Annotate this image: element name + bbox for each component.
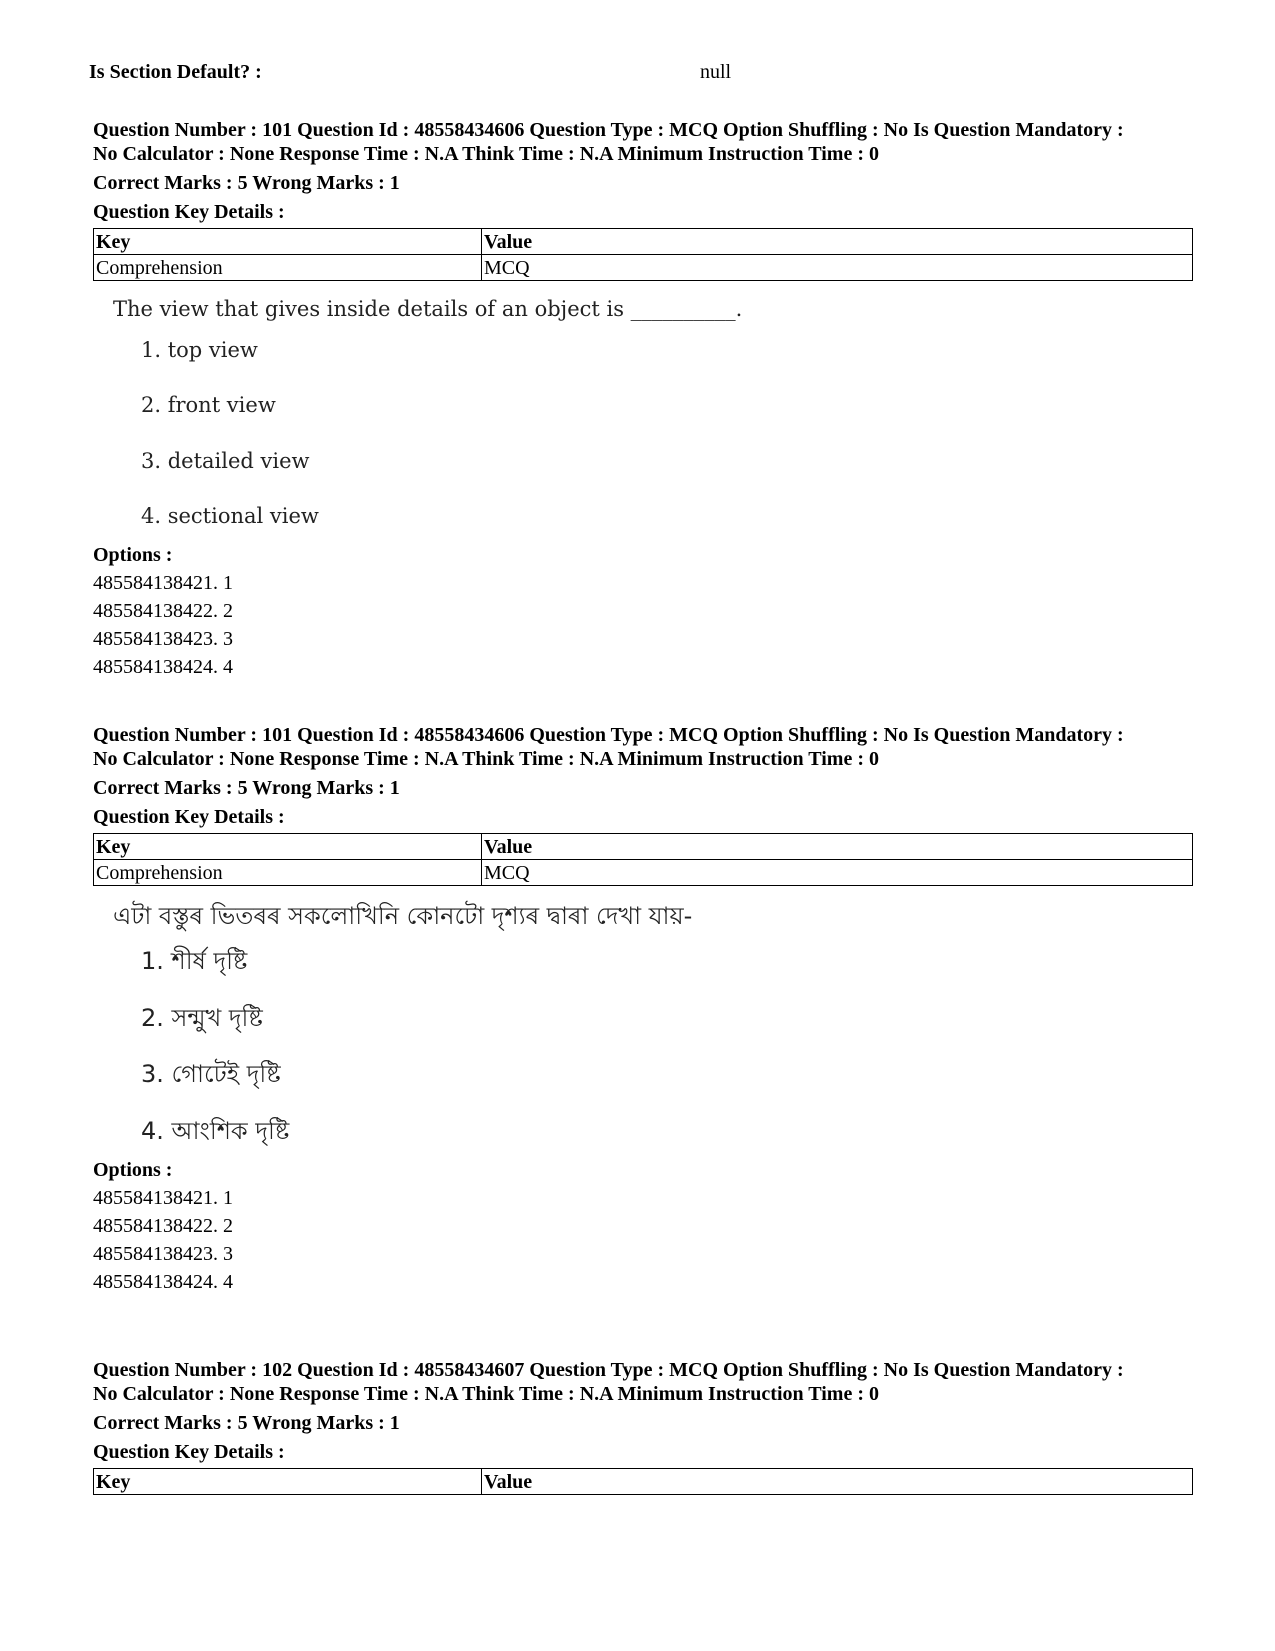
question-block bbox=[93, 1358, 1193, 1495]
question-header-line: Question Number : 101 Question Id : 48558434606 Question Type : MCQ Option Shuffling : No Is Question Mandatory : bbox=[93, 119, 1124, 141]
key-details-label: Question Key Details : bbox=[93, 201, 285, 223]
table-header-key: Key bbox=[94, 1469, 482, 1495]
question-header-line: Question Number : 102 Question Id : 48558434607 Question Type : MCQ Option Shuffling : No Is Question Mandatory : bbox=[93, 1359, 1124, 1381]
marks-line: Correct Marks : 5 Wrong Marks : 1 bbox=[93, 172, 400, 194]
choice-item: 3. গোটেই দৃষ্টি bbox=[141, 1060, 281, 1089]
table-header-key: Key bbox=[94, 834, 482, 860]
choice-list bbox=[141, 947, 1193, 1146]
table-header-row bbox=[94, 1469, 1193, 1495]
key-details-label: Question Key Details : bbox=[93, 1441, 285, 1463]
question-image bbox=[113, 297, 1193, 529]
key-details-table bbox=[93, 228, 1193, 281]
section-default-label: Is Section Default? : bbox=[89, 61, 262, 83]
table-cell-key: Comprehension bbox=[94, 860, 482, 886]
table-row bbox=[94, 860, 1193, 886]
marks-line: Correct Marks : 5 Wrong Marks : 1 bbox=[93, 1412, 400, 1434]
table-header-row bbox=[94, 229, 1193, 255]
key-details-label: Question Key Details : bbox=[93, 806, 285, 828]
option-line: 485584138422. 2 bbox=[93, 599, 233, 622]
choice-item: 1. শীৰ্ষ দৃষ্টি bbox=[141, 946, 248, 975]
choice-item: 1. top view bbox=[141, 338, 258, 363]
question-block bbox=[93, 723, 1193, 1294]
table-header-value: Value bbox=[482, 229, 1193, 255]
choice-item: 2. সন্মুখ দৃষ্টি bbox=[141, 1003, 263, 1032]
option-line: 485584138424. 4 bbox=[93, 1270, 233, 1293]
option-line: 485584138421. 1 bbox=[93, 571, 233, 594]
choice-item: 3. detailed view bbox=[141, 448, 310, 473]
question-header bbox=[93, 723, 1193, 771]
section-default-value: null bbox=[700, 61, 732, 83]
question-stem: The view that gives inside details of an object is __________. bbox=[113, 297, 743, 321]
choice-item: 4. আংশিক দৃষ্টি bbox=[141, 1117, 290, 1146]
table-header-key: Key bbox=[94, 229, 482, 255]
section-default-row bbox=[89, 60, 1189, 84]
question-stem: এটা বস্তুৰ ভিতৰৰ সকলোখিনি কোনটো দৃশ্যৰ দ্বাৰা দেখা যায়- bbox=[113, 902, 693, 930]
option-line: 485584138424. 4 bbox=[93, 655, 233, 678]
table-cell-key: Comprehension bbox=[94, 255, 482, 281]
key-details-table bbox=[93, 1468, 1193, 1495]
question-block bbox=[93, 118, 1193, 679]
table-cell-value: MCQ bbox=[482, 255, 1193, 281]
options-label: Options : bbox=[93, 543, 173, 566]
choice-item: 2. front view bbox=[141, 393, 276, 418]
marks-line: Correct Marks : 5 Wrong Marks : 1 bbox=[93, 777, 400, 799]
option-line: 485584138422. 2 bbox=[93, 1214, 233, 1237]
table-header-value: Value bbox=[482, 1469, 1193, 1495]
options-label: Options : bbox=[93, 1158, 173, 1181]
question-header-line: No Calculator : None Response Time : N.A Think Time : N.A Minimum Instruction Time : 0 bbox=[93, 143, 879, 165]
option-line: 485584138423. 3 bbox=[93, 1242, 233, 1265]
table-row bbox=[94, 255, 1193, 281]
key-details-table bbox=[93, 833, 1193, 886]
question-header-line: Question Number : 101 Question Id : 48558434606 Question Type : MCQ Option Shuffling : No Is Question Mandatory : bbox=[93, 724, 1124, 746]
choice-item: 4. sectional view bbox=[141, 503, 319, 528]
table-cell-value: MCQ bbox=[482, 860, 1193, 886]
choice-list bbox=[141, 338, 1193, 529]
question-image bbox=[113, 902, 1193, 1146]
question-header-line: No Calculator : None Response Time : N.A Think Time : N.A Minimum Instruction Time : 0 bbox=[93, 1383, 879, 1405]
table-header-row bbox=[94, 834, 1193, 860]
question-header bbox=[93, 1358, 1193, 1406]
table-header-value: Value bbox=[482, 834, 1193, 860]
question-header bbox=[93, 118, 1193, 166]
option-line: 485584138421. 1 bbox=[93, 1186, 233, 1209]
option-line: 485584138423. 3 bbox=[93, 627, 233, 650]
question-header-line: No Calculator : None Response Time : N.A Think Time : N.A Minimum Instruction Time : 0 bbox=[93, 748, 879, 770]
